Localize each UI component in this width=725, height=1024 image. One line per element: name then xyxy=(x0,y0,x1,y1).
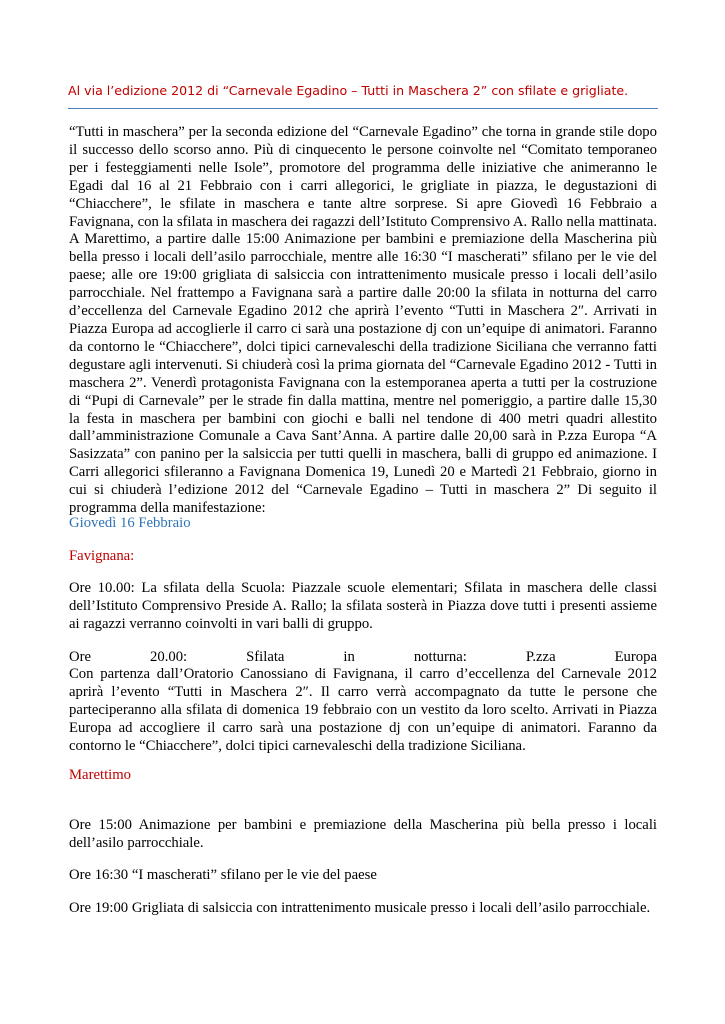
heading-word: in xyxy=(343,649,355,665)
heading-word: notturna: xyxy=(413,649,467,665)
heading-word: Ore xyxy=(69,649,92,665)
favignana-heading: Favignana: xyxy=(69,548,135,564)
title-underline xyxy=(68,108,658,109)
article-title: Al via l’edizione 2012 di “Carnevale Egadino – Tutti in Maschera 2” con sfilate e grigliate. xyxy=(68,83,629,98)
heading-word: 20.00: xyxy=(150,649,188,665)
favignana-item-1: Ore 10.00: La sfilata della Scuola: Piazzale scuole elementari; Sfilata in maschera delle classi dell’Istituto Comprensivo Preside A. Rallo; la sfilata sosterà in Piazza dove tutti i presenti assieme ai ragazzi verranno coinvolti in vari balli di gruppo. xyxy=(69,580,657,632)
marettimo-item-2: Ore 16:30 “I mascherati” sfilano per le vie del paese xyxy=(69,867,377,883)
day-heading: Giovedì 16 Febbraio xyxy=(69,515,191,531)
marettimo-item-1: Ore 15:00 Animazione per bambini e premiazione della Mascherina più bella presso i locali dell’asilo parrocchiale. xyxy=(69,817,657,851)
intro-paragraph: “Tutti in maschera” per la seconda edizione del “Carnevale Egadino” che torna in grande stile dopo il successo dello scorso anno. Più di cinquecento le persone coinvolte nel “Comitato temporaneo per i festeggiamenti nelle Isole”, promotore del programma delle iniziative che animeranno le Egadi dal 16 al 21 Febbraio con i carri allegorici, le grigliate in piazza, le degustazioni di “Chiacchere”, le sfilate in maschera e tante altre sorprese. Si apre Giovedì 16 Febbraio a Favignana, con la sfilata in maschera dei ragazzi dell’Istituto Comprensivo A. Rallo nella mattinata. A Marettimo, a partire dalle 15:00 Animazione per bambini e premiazione della Mascherina più bella presso i locali dell’asilo parrocchiale, mentre alle 16:30 “I mascherati” sfilano per le vie del paese; alle ore 19:00 grigliata di salsiccia con intrattenimento musicale presso i locali dell’asilo parrocchiale. Nel frattempo a Favignana sarà a partire dalle 20:00 la sfilata in notturna del carro d’eccellenza del Carnevale Egadino 2012 che aprirà l’evento “Tutti in Maschera 2″. Arrivati in Piazza Europa ad accoglierle il carro ci sarà una postazione dj con un’equipe di animatori. Faranno da contorno le “Chiacchere”, dolci tipici carnevaleschi della tradizione Siciliana che verranno fatti degustare agli intervenuti. Si chiuderà così la prima giornata del “Carnevale Egadino 2012 - Tutti in maschera 2”. Venerdì protagonista Favignana con la estemporanea aperta a tutti per la costruzione di “Pupi di Carnevale” per le strade fin dalla mattina, mentre nel pomeriggio, a partire dalle 15,30 la festa in maschera per bambini con giochi e balli nel tendone di 400 metri quadri allestito dall’amministrazione Comunale a Cava Sant’Anna. A partire dalle 20,00 sarà in P.zza Europa “A Sasizzata” con panino per la salsiccia per tutti quelli in maschera, balli di gruppo ed animazione. I Carri allegorici sfileranno a Favignana Domenica 19, Lunedì 20 e Martedì 21 Febbraio, giorno in cui si chiuderà l’edizione 2012 del “Carnevale Egadino – Tutti in maschera 2” Di seguito il programma della manifestazione: xyxy=(69,124,657,517)
favignana-item-2-body: Con partenza dall’Oratorio Canossiano di Favignana, il carro d’eccellenza del Carnevale 2012 aprirà l’evento “Tutti in Maschera 2″. Il carro verrà accompagnato da tutte le persone che parteciperanno alla sfilata di domenica 19 febbraio con un vestito da loro scelto. Arrivati in Piazza Europa ad accogliere il carro sarà una postazione dj con un’equipe di animatori. Faranno da contorno le “Chiacchere”, dolci tipici carnevaleschi della tradizione Siciliana. xyxy=(69,666,657,754)
marettimo-heading: Marettimo xyxy=(69,767,131,783)
marettimo-item-3: Ore 19:00 Grigliata di salsiccia con intrattenimento musicale presso i locali dell’asilo parrocchiale. xyxy=(69,900,651,916)
heading-word: P.zza xyxy=(525,649,556,665)
heading-word: Europa xyxy=(614,649,657,665)
favignana-item-2-heading xyxy=(69,648,657,666)
heading-word: Sfilata xyxy=(246,649,285,665)
